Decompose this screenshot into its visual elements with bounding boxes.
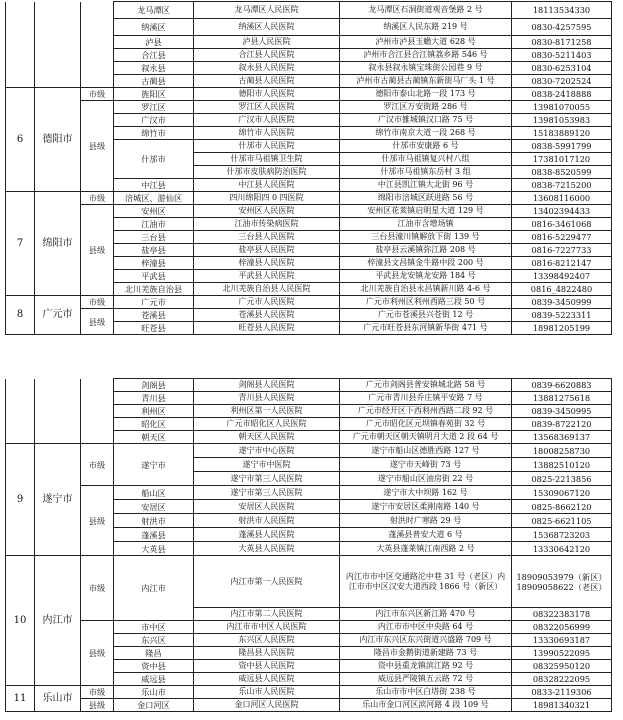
phone-cell: 08325950120 <box>512 660 612 673</box>
address-cell: 盐亭县云溪镇弥江路 208 号 <box>340 244 512 257</box>
hospital-cell: 什邡市人民医院 <box>194 140 340 153</box>
level-cell <box>81 75 114 88</box>
address-cell: 广元市经开区下西利州西路二段 92 号 <box>340 405 512 418</box>
hospital-cell: 安居区人民医院 <box>194 500 340 514</box>
phone-cell: 0825-2213856 <box>512 472 612 486</box>
district-cell: 龙马潭区 <box>114 2 194 19</box>
table-row <box>6 88 612 101</box>
address-cell: 泸州市合江县合江镇荔乡路 546 号 <box>340 49 512 62</box>
city-cell <box>35 392 81 405</box>
city-cell <box>35 19 81 36</box>
level-cell <box>81 49 114 62</box>
district-cell: 纳溪区 <box>114 19 194 36</box>
hospital-cell: 遂宁市第三人民医院 <box>194 472 340 486</box>
phone-cell: 0839-6620883 <box>512 379 612 392</box>
table-row <box>6 49 612 62</box>
table-row <box>6 192 612 205</box>
address-cell: 三台县潼川镇解放下街 139 号 <box>340 231 512 244</box>
district-cell: 涪城区、游仙区 <box>114 192 194 205</box>
level-cell: 市级 <box>81 444 114 486</box>
level-cell <box>81 36 114 49</box>
district-cell: 盐亭县 <box>114 244 194 257</box>
address-cell: 江油市含增场镇 <box>340 218 512 231</box>
level-cell <box>81 405 114 418</box>
address-cell: 纳溪区人民东路 219 号 <box>340 19 512 36</box>
no-cell <box>6 2 35 19</box>
district-cell: 隆昌 <box>114 647 194 660</box>
hospital-cell: 三台县人民医院 <box>194 231 340 244</box>
no-cell <box>6 405 35 418</box>
no-cell <box>6 392 35 405</box>
district-cell: 射洪市 <box>114 514 194 528</box>
hospital-cell: 遂宁市中心医院 <box>194 444 340 458</box>
phone-cell: 0825-6621105 <box>512 514 612 528</box>
phone-cell: 0838-8520599 <box>512 166 612 179</box>
hospital-cell: 威远县人民医院 <box>194 673 340 686</box>
hospital-cell: 大英县人民医院 <box>194 542 340 556</box>
district-cell: 什邡市 <box>114 140 194 179</box>
level-cell: 县级 <box>81 205 114 296</box>
table-row <box>6 379 612 392</box>
table-row <box>6 621 612 634</box>
phone-cell: 0838-2418888 <box>512 88 612 101</box>
address-cell: 平武县龙安镇龙安路 184 号 <box>340 270 512 283</box>
level-cell <box>81 62 114 75</box>
district-cell: 东兴区 <box>114 634 194 647</box>
hospital-cell: 绵竹市人民医院 <box>194 127 340 140</box>
district-cell: 青川县 <box>114 392 194 405</box>
address-cell: 内江市东兴区新江路 470 号 <box>340 608 512 621</box>
district-cell: 三台县 <box>114 231 194 244</box>
address-cell: 什邡市安康路 6 号 <box>340 140 512 153</box>
hospital-cell: 泸县人民医院 <box>194 36 340 49</box>
table-row <box>6 486 612 500</box>
hospital-cell: 梓潼县人民医院 <box>194 257 340 270</box>
phone-cell: 18909053979（新区）18909058622（老区） <box>512 556 612 608</box>
phone-cell: 18981340321 <box>512 699 612 712</box>
address-cell: 内江市市中区中央路 64 号 <box>340 621 512 634</box>
no-cell <box>6 62 35 75</box>
no-cell: 7 <box>6 192 35 296</box>
address-cell: 资中县重龙镇滨江路 92 号 <box>340 660 512 673</box>
phone-cell: 15309067120 <box>512 486 612 500</box>
phone-cell: 0816-8212147 <box>512 257 612 270</box>
district-cell: 蓬溪县 <box>114 528 194 542</box>
hospital-cell: 广元市昭化区人民医院 <box>194 418 340 431</box>
hospital-cell: 龙马潭区人民医院 <box>194 2 340 19</box>
level-cell: 县级 <box>81 309 114 335</box>
hospital-cell: 射洪市人民医院 <box>194 514 340 528</box>
phone-cell: 0816_4822480 <box>512 283 612 296</box>
address-cell: 大英县蓬莱镇江南西路 2 号 <box>340 542 512 556</box>
hospital-cell: 罗江区人民医院 <box>194 101 340 114</box>
address-cell: 德阳市泰山北路一段 173 号 <box>340 88 512 101</box>
hospital-cell: 广元市人民医院 <box>194 296 340 309</box>
level-cell <box>81 2 114 19</box>
table-row <box>6 699 612 712</box>
no-cell <box>6 75 35 88</box>
hospital-cell: 内江市第二人民医院 <box>194 608 340 621</box>
hospital-cell: 广汉市人民医院 <box>194 114 340 127</box>
phone-cell: 13330642120 <box>512 542 612 556</box>
no-cell: 9 <box>6 444 35 556</box>
level-cell <box>81 418 114 431</box>
phone-cell: 13402394433 <box>512 205 612 218</box>
district-cell: 船山区 <box>114 486 194 500</box>
city-cell: 绵阳市 <box>35 192 81 296</box>
district-cell: 合江县 <box>114 49 194 62</box>
phone-cell: 17381017120 <box>512 153 612 166</box>
address-cell: 遂宁市安居区柔刚南路 140 号 <box>340 500 512 514</box>
level-cell: 县级 <box>81 486 114 556</box>
district-cell: 乐山市 <box>114 686 194 699</box>
phone-cell: 0816-3461068 <box>512 218 612 231</box>
district-cell: 朝天区 <box>114 431 194 444</box>
city-cell: 乐山市 <box>35 686 81 712</box>
address-cell: 威远县严陵镇五云路 72 号 <box>340 673 512 686</box>
address-cell: 遂宁市天峰街 73 号 <box>340 458 512 472</box>
phone-cell: 15368723203 <box>512 528 612 542</box>
phone-cell: 13881275618 <box>512 392 612 405</box>
no-cell <box>6 379 35 392</box>
hospital-cell: 北川羌族自治县人民医院 <box>194 283 340 296</box>
address-cell: 广元市朝天区朝天镇明月大道 2 段 64 号 <box>340 431 512 444</box>
district-cell: 威远县 <box>114 673 194 686</box>
hospital-cell: 旺苍县人民医院 <box>194 322 340 335</box>
phone-cell: 0830-7202524 <box>512 75 612 88</box>
level-cell: 市级 <box>81 686 114 699</box>
phone-cell: 18981205199 <box>512 322 612 335</box>
level-cell <box>81 379 114 392</box>
level-cell: 县级 <box>81 621 114 686</box>
address-cell: 广元市剑阁县普安镇城北路 58 号 <box>340 379 512 392</box>
address-cell: 龙马潭区石洞街道观音堡路 2 号 <box>340 2 512 19</box>
phone-cell: 13981053983 <box>512 114 612 127</box>
table-row <box>6 405 612 418</box>
district-cell: 内江市 <box>114 556 194 621</box>
hospital-cell: 蓬溪县人民医院 <box>194 528 340 542</box>
district-cell: 广元市 <box>114 296 194 309</box>
district-cell: 广汉市 <box>114 114 194 127</box>
address-cell: 梓潼县文昌镇金牛路中段 200 号 <box>340 257 512 270</box>
city-cell: 德阳市 <box>35 88 81 192</box>
hospital-cell: 剑阁县人民医院 <box>194 379 340 392</box>
no-cell: 10 <box>6 556 35 686</box>
hospital-cell: 江油市传染病医院 <box>194 218 340 231</box>
district-cell: 叙永县 <box>114 62 194 75</box>
phone-cell: 0830-8171258 <box>512 36 612 49</box>
phone-cell: 13990522095 <box>512 647 612 660</box>
phone-cell: 0816-7227733 <box>512 244 612 257</box>
address-cell: 内江市东兴区东兴街道兴盛路 709 号 <box>340 634 512 647</box>
district-cell: 梓潼县 <box>114 257 194 270</box>
phone-cell: 08328222095 <box>512 673 612 686</box>
phone-cell: 0830-5211403 <box>512 49 612 62</box>
district-cell: 旌阳区 <box>114 88 194 101</box>
hospital-cell: 叙永县人民医院 <box>194 62 340 75</box>
phone-cell: 0816-5229477 <box>512 231 612 244</box>
phone-cell: 0825-8662120 <box>512 500 612 514</box>
hospital-table-top <box>5 1 612 335</box>
phone-cell: 13608116000 <box>512 192 612 205</box>
address-cell: 遂宁市船山区油房街 22 号 <box>340 472 512 486</box>
city-cell: 遂宁市 <box>35 444 81 556</box>
address-cell: 安州区花荄镇启明星大道 129 号 <box>340 205 512 218</box>
hospital-cell: 什邡市皮肤病防治医院 <box>194 166 340 179</box>
address-cell: 罗江区万安街路 286 号 <box>340 101 512 114</box>
hospital-cell: 隆昌县人民医院 <box>194 647 340 660</box>
hospital-cell: 平武县人民医院 <box>194 270 340 283</box>
city-cell: 广元市 <box>35 296 81 335</box>
address-cell: 北川羌族自治县永昌镇新川路 4-6 号 <box>340 283 512 296</box>
phone-cell: 0839-3450999 <box>512 296 612 309</box>
address-cell: 乐山市市中区白塔街 238 号 <box>340 686 512 699</box>
no-cell <box>6 49 35 62</box>
phone-cell: 15183889120 <box>512 127 612 140</box>
phone-cell: 0839-8722120 <box>512 418 612 431</box>
hospital-cell: 资中县人民医院 <box>194 660 340 673</box>
phone-cell: 18113534330 <box>512 2 612 19</box>
district-cell: 利州区 <box>114 405 194 418</box>
address-cell: 射洪时广寒路 29 号 <box>340 514 512 528</box>
table-row <box>6 36 612 49</box>
table-row <box>6 19 612 36</box>
hospital-cell: 德阳市人民医院 <box>194 88 340 101</box>
table-row <box>6 101 612 114</box>
address-cell: 广元市旺苍县东河镇新华街 471 号 <box>340 322 512 335</box>
address-cell: 遂宁市大中坝路 162 号 <box>340 486 512 500</box>
no-cell <box>6 36 35 49</box>
district-cell: 中江县 <box>114 179 194 192</box>
city-cell <box>35 379 81 392</box>
address-cell: 泸州市古蔺县古蔺镇东新街马厂头 1 号 <box>340 75 512 88</box>
district-cell: 金口河区 <box>114 699 194 712</box>
no-cell: 11 <box>6 686 35 712</box>
district-cell: 昭化区 <box>114 418 194 431</box>
level-cell: 县级 <box>81 699 114 712</box>
hospital-cell: 古蔺县人民医院 <box>194 75 340 88</box>
phone-cell: 0839-5223311 <box>512 309 612 322</box>
phone-cell: 0830-6253104 <box>512 62 612 75</box>
city-cell <box>35 431 81 444</box>
hospital-cell: 青川县人民医院 <box>194 392 340 405</box>
phone-cell: 0830-4257595 <box>512 19 612 36</box>
table-row <box>6 431 612 444</box>
hospital-cell: 遂宁市第三人民医院 <box>194 486 340 500</box>
level-cell: 市级 <box>81 296 114 309</box>
address-cell: 广元市苍溪县兴苍街 12 号 <box>340 309 512 322</box>
no-cell <box>6 19 35 36</box>
city-cell <box>35 405 81 418</box>
table-row <box>6 392 612 405</box>
address-cell: 广元市青川县乔庄镇平安路 7 号 <box>340 392 512 405</box>
address-cell: 内江市市中区交通路沱中巷 31 号（老区）内江市市中区汉安大道西段 1866 号（新区） <box>340 556 512 608</box>
district-cell: 苍溪县 <box>114 309 194 322</box>
city-cell <box>35 62 81 75</box>
hospital-cell: 利州区第一人民医院 <box>194 405 340 418</box>
hospital-cell: 安州区人民医院 <box>194 205 340 218</box>
phone-cell: 08322383178 <box>512 608 612 621</box>
district-cell: 古蔺县 <box>114 75 194 88</box>
address-cell: 什邡市马祖镇复兴村八组 <box>340 153 512 166</box>
address-cell: 乐山市金口河区滨河路 4 段 109 号 <box>340 699 512 712</box>
hospital-cell: 四川绵阳四 0 四医院 <box>194 192 340 205</box>
address-cell: 广元市利州区利州西路三段 50 号 <box>340 296 512 309</box>
table-row <box>6 444 612 458</box>
address-cell: 广汉市雒城镇汉口路 75 号 <box>340 114 512 127</box>
hospital-cell: 什邡市马祖镇卫生院 <box>194 153 340 166</box>
level-cell <box>81 19 114 36</box>
table-row <box>6 309 612 322</box>
phone-cell: 13330693187 <box>512 634 612 647</box>
district-cell: 江油市 <box>114 218 194 231</box>
district-cell: 大英县 <box>114 542 194 556</box>
city-cell <box>35 2 81 19</box>
hospital-cell: 苍溪县人民医院 <box>194 309 340 322</box>
district-cell: 遂宁市 <box>114 444 194 486</box>
phone-cell: 13981070055 <box>512 101 612 114</box>
level-cell <box>81 431 114 444</box>
hospital-table-bottom <box>5 378 612 712</box>
table-row <box>6 686 612 699</box>
city-cell <box>35 36 81 49</box>
hospital-cell: 内江市第一人民医院 <box>194 556 340 608</box>
hospital-cell: 合江县人民医院 <box>194 49 340 62</box>
district-cell: 绵竹市 <box>114 127 194 140</box>
hospital-cell: 乐山市人民医院 <box>194 686 340 699</box>
district-cell: 剑阁县 <box>114 379 194 392</box>
district-cell: 罗江区 <box>114 101 194 114</box>
no-cell: 8 <box>6 296 35 335</box>
district-cell: 安居区 <box>114 500 194 514</box>
city-cell: 内江市 <box>35 556 81 686</box>
address-cell: 隆昌市金鹅街道新建路 73 号 <box>340 647 512 660</box>
phone-cell: 08322056999 <box>512 621 612 634</box>
table-row <box>6 418 612 431</box>
phone-cell: 0839-3450995 <box>512 405 612 418</box>
address-cell: 泸州市泸县玉蟾大道 628 号 <box>340 36 512 49</box>
phone-cell: 0838-7215200 <box>512 179 612 192</box>
address-cell: 广元市昭化区元坝镇春苑街 32 号 <box>340 418 512 431</box>
phone-cell: 13568369137 <box>512 431 612 444</box>
hospital-cell: 遂宁市中医院 <box>194 458 340 472</box>
hospital-cell: 东兴区人民医院 <box>194 634 340 647</box>
district-cell: 资中县 <box>114 660 194 673</box>
level-cell <box>81 392 114 405</box>
hospital-cell: 内江市市中区人民医院 <box>194 621 340 634</box>
city-cell <box>35 75 81 88</box>
table-row <box>6 62 612 75</box>
no-cell: 6 <box>6 88 35 192</box>
table-row <box>6 205 612 218</box>
table-row <box>6 556 612 608</box>
phone-cell: 18008258730 <box>512 444 612 458</box>
level-cell: 县级 <box>81 101 114 192</box>
table-row <box>6 296 612 309</box>
address-cell: 遂宁市船山区德胜西路 127 号 <box>340 444 512 458</box>
hospital-cell: 朝天区人民医院 <box>194 431 340 444</box>
district-cell: 北川羌族自治县 <box>114 283 194 296</box>
address-cell: 绵竹市南京大道一段 268 号 <box>340 127 512 140</box>
hospital-cell: 纳溪区人民医院 <box>194 19 340 36</box>
table-row <box>6 2 612 19</box>
address-cell: 中江县凯江镇大北街 96 号 <box>340 179 512 192</box>
level-cell: 市级 <box>81 556 114 621</box>
table-row <box>6 75 612 88</box>
level-cell: 市级 <box>81 88 114 101</box>
address-cell: 绵阳市涪城区跃进路 56 号 <box>340 192 512 205</box>
district-cell: 市中区 <box>114 621 194 634</box>
hospital-cell: 盐亭县人民医院 <box>194 244 340 257</box>
district-cell: 安州区 <box>114 205 194 218</box>
address-cell: 叙永县叙永镇宝珠街公园巷 9 号 <box>340 62 512 75</box>
city-cell <box>35 49 81 62</box>
address-cell: 什邡市马祖镇东岳村 3 组 <box>340 166 512 179</box>
phone-cell: 13882510120 <box>512 458 612 472</box>
hospital-cell: 中江县人民医院 <box>194 179 340 192</box>
phone-cell: 13398492407 <box>512 270 612 283</box>
phone-cell: 0838-5991799 <box>512 140 612 153</box>
address-cell: 蓬溪县普安大道 6 号 <box>340 528 512 542</box>
no-cell <box>6 418 35 431</box>
phone-cell: 0833-2119306 <box>512 686 612 699</box>
level-cell: 市级 <box>81 192 114 205</box>
no-cell <box>6 431 35 444</box>
district-cell: 平武县 <box>114 270 194 283</box>
city-cell <box>35 418 81 431</box>
district-cell: 泸县 <box>114 36 194 49</box>
hospital-cell: 金口河区人民医院 <box>194 699 340 712</box>
district-cell: 旺苍县 <box>114 322 194 335</box>
